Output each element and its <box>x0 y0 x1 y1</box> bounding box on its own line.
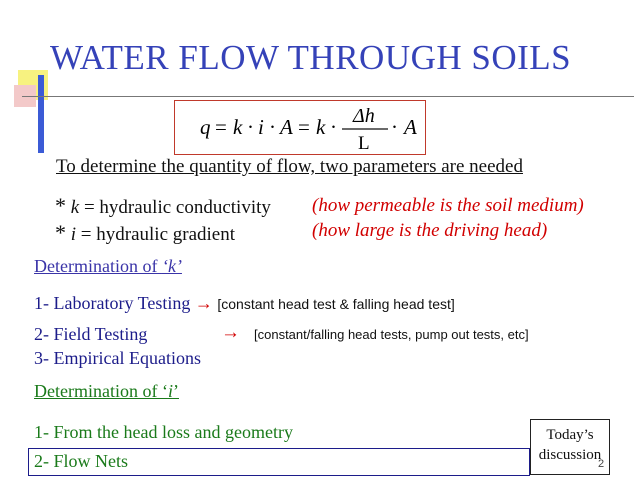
todays-line-1: Today’s <box>546 427 594 443</box>
i-heading-suffix: ’ <box>172 381 179 401</box>
i-section-heading <box>34 381 179 402</box>
arrow-right-icon: → <box>194 293 213 313</box>
decor-horizontal-line <box>22 96 634 97</box>
param-k-symbol: k <box>70 197 80 218</box>
slide-title: WATER FLOW THROUGH SOILS <box>50 38 572 77</box>
k-item-2-arrow-group <box>221 322 240 344</box>
i-heading-symbol: i <box>167 381 173 401</box>
eq-denominator: L <box>358 133 370 153</box>
i-heading-prefix: Determination of ‘ <box>34 381 168 401</box>
k-item-1-detail: [constant head test & falling head test] <box>217 296 455 312</box>
eq-k-2: k <box>316 115 326 139</box>
param-k-bullet: * <box>55 193 66 218</box>
eq-numerator: Δh <box>353 105 375 127</box>
k-heading-symbol: ‘k’ <box>161 256 182 276</box>
eq-dot-3: · <box>330 115 337 139</box>
eq-A-2: A <box>404 115 417 139</box>
flow-equation <box>200 100 430 153</box>
intro-text: To determine the quantity of flow, two parameters are needed <box>56 156 523 177</box>
k-item-2-label: 2- Field Testing <box>34 324 148 344</box>
todays-line-2: discussion <box>538 447 602 463</box>
param-k-desc: = hydraulic conductivity <box>79 197 271 218</box>
param-k-row <box>55 193 271 219</box>
i-item-1: 1- From the head loss and geometry <box>34 422 293 442</box>
eq-q: q <box>200 115 211 139</box>
eq-equals-1: = <box>215 115 227 139</box>
eq-equals-2: = <box>298 115 310 139</box>
k-item-2-detail: [constant/falling head tests, pump out tests, etc] <box>254 327 529 342</box>
eq-dot-2: · <box>269 115 276 139</box>
equation-svg <box>200 100 430 153</box>
eq-i: i <box>258 115 264 139</box>
k-item-3-label: 3- Empirical Equations <box>34 348 201 368</box>
eq-A-1: A <box>280 115 293 139</box>
eq-dot-4: · <box>391 115 398 139</box>
param-i-desc: = hydraulic gradient <box>76 224 235 245</box>
i-item-2: 2- Flow Nets <box>34 451 128 471</box>
param-i-bullet: * <box>55 220 66 245</box>
param-k-note: (how permeable is the soil medium) <box>312 195 584 216</box>
param-i-note: (how large is the driving head) <box>312 220 548 241</box>
k-item-1 <box>34 293 455 314</box>
k-heading-prefix: Determination of <box>34 256 162 276</box>
page-number: 2 <box>598 458 605 470</box>
arrow-right-icon: → <box>221 322 240 343</box>
k-section-heading <box>34 256 182 277</box>
decor-vertical-bar <box>38 75 44 153</box>
k-item-1-label: 1- Laboratory Testing <box>34 293 191 313</box>
param-i-symbol: i <box>70 224 77 245</box>
eq-dot-1: · <box>247 115 254 139</box>
eq-k-1: k <box>233 115 243 139</box>
param-i-row <box>55 220 235 246</box>
